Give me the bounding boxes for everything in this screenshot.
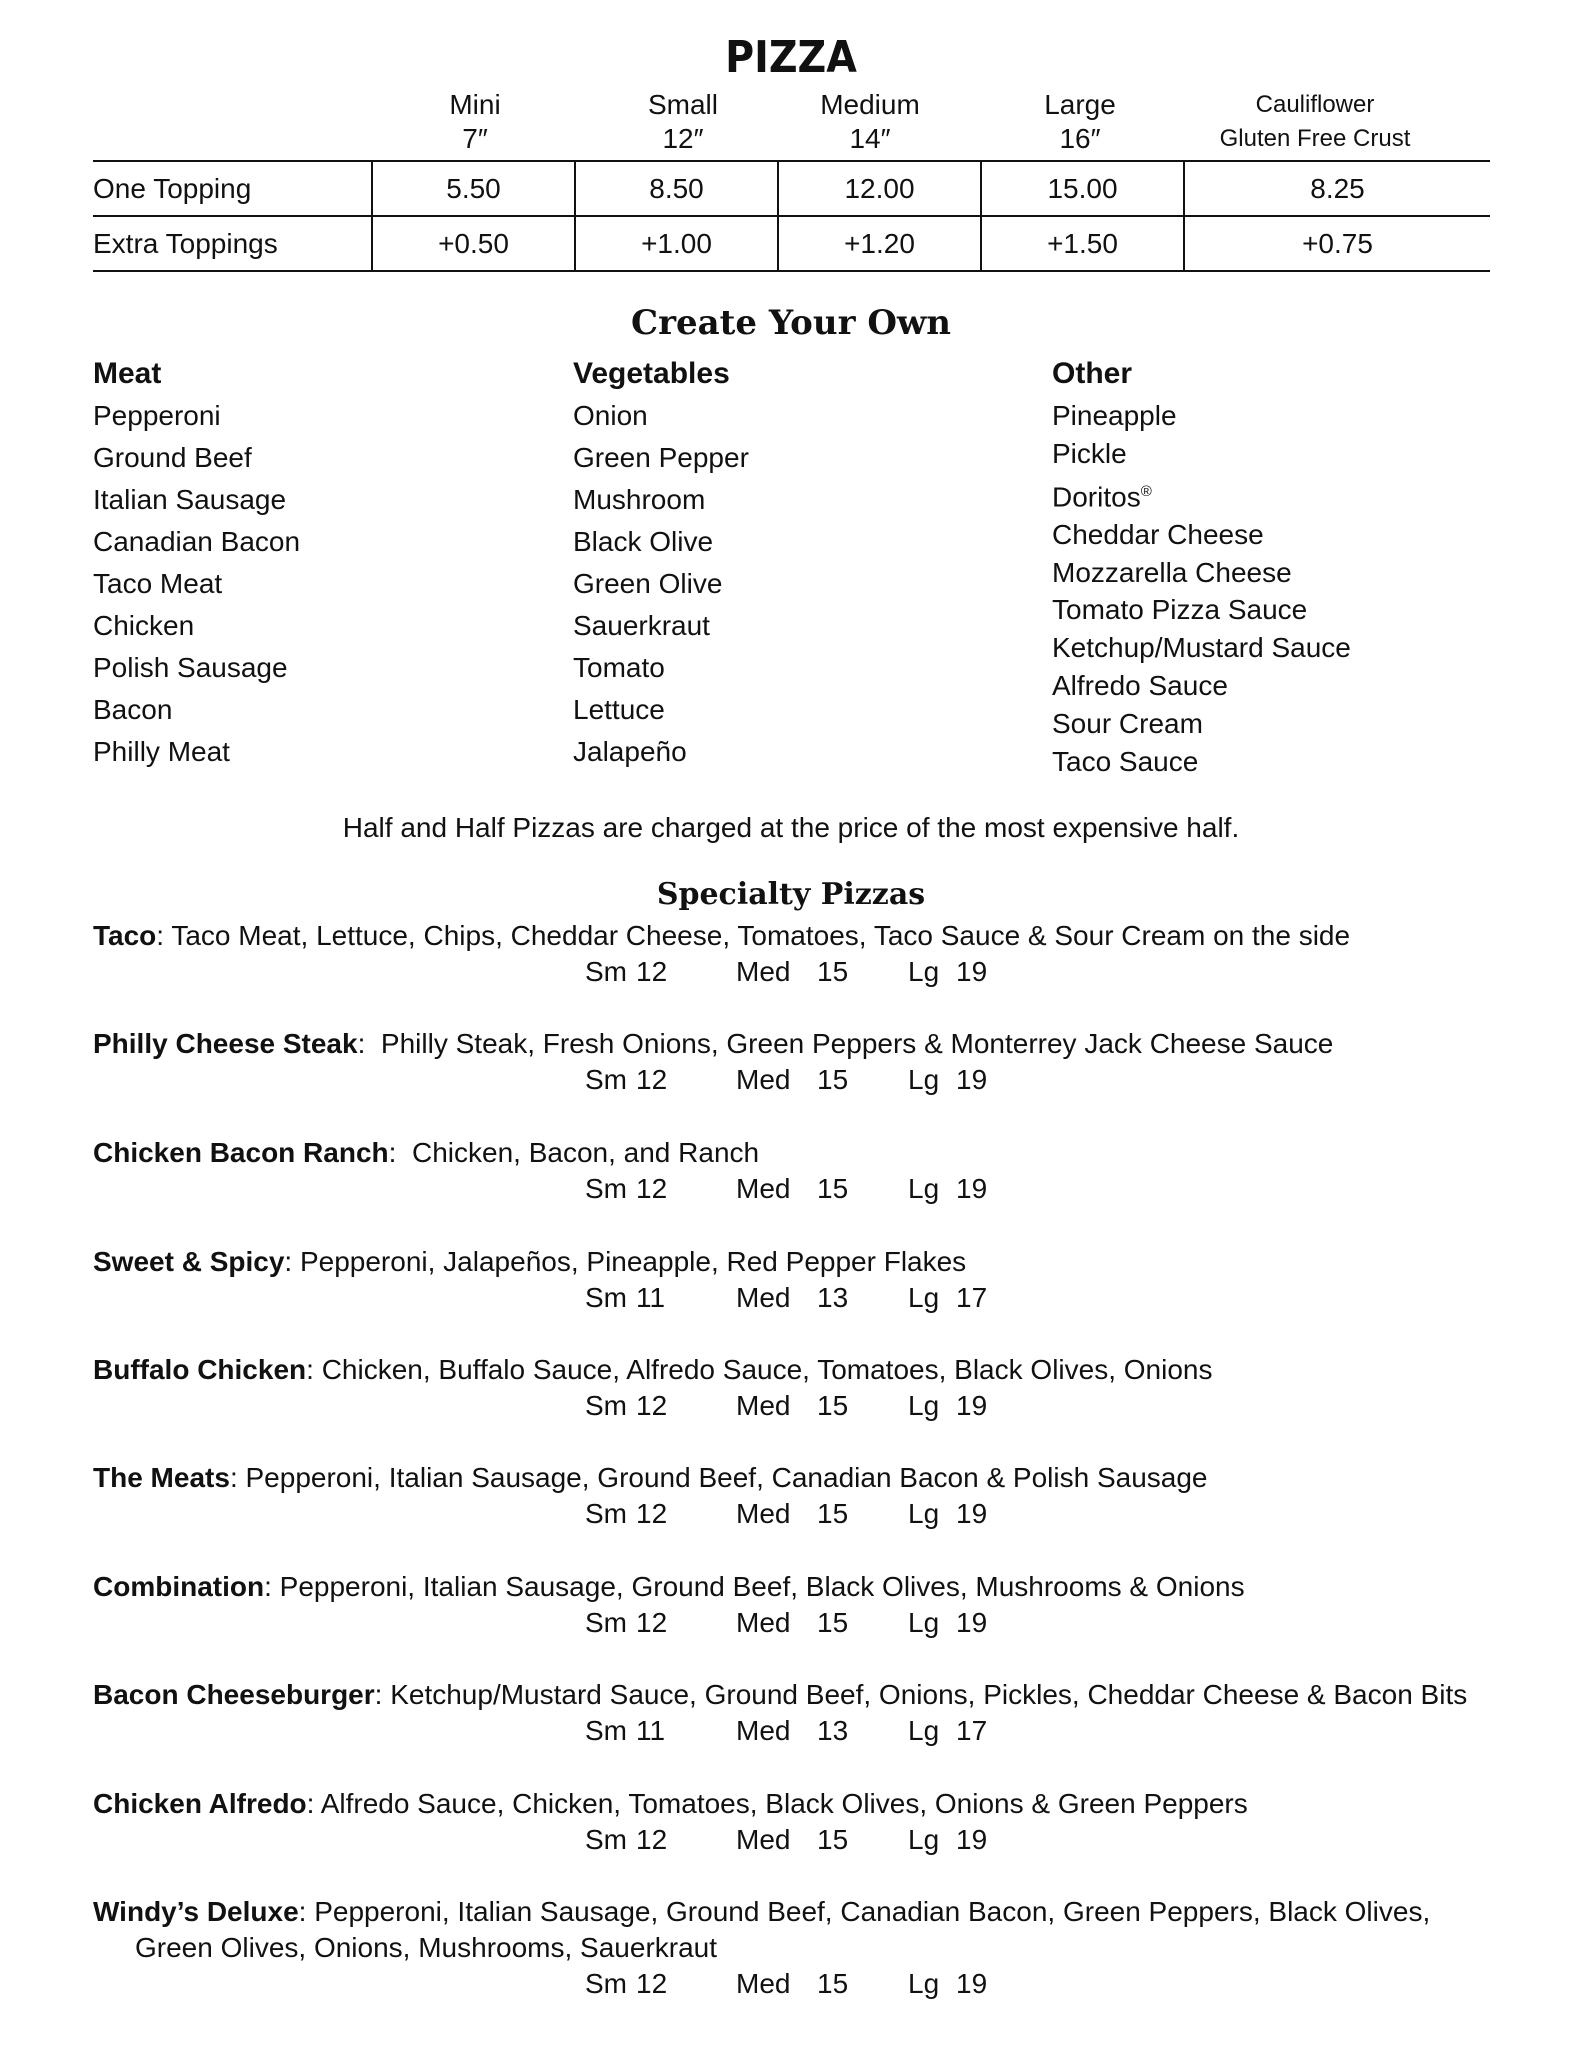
pizza-toppings: Pepperoni, Italian Sausage, Ground Beef, Black Olives, Mushrooms & Onions — [279, 1571, 1245, 1602]
specialty-pizza-item — [93, 1569, 1513, 1641]
size-label-sm: Sm — [585, 1715, 627, 1746]
price-sm: 12 — [636, 1498, 668, 1529]
size-name: Mini — [449, 89, 501, 120]
price-sm: 12 — [636, 1173, 668, 1204]
price-med: 15 — [817, 1498, 849, 1529]
price-lg: 19 — [956, 1607, 988, 1638]
price-cell: 15.00 — [981, 161, 1184, 216]
size-label-lg: Lg — [908, 1607, 940, 1638]
size-label-med: Med — [736, 1968, 791, 1999]
price-cell: +0.50 — [372, 216, 575, 271]
pizza-separator: : — [374, 1679, 391, 1710]
pizza-prices — [93, 1062, 1513, 1098]
pizza-separator: : — [306, 1354, 322, 1385]
specialty-pizza-item — [93, 1352, 1513, 1424]
price-sm: 11 — [636, 1282, 666, 1313]
pizza-name: Chicken Alfredo — [93, 1788, 307, 1819]
size-label-sm: Sm — [585, 1968, 627, 1999]
pizza-toppings: Philly Steak, Fresh Onions, Green Peppers & Monterrey Jack Cheese Sauce — [380, 1028, 1334, 1059]
size-label-med: Med — [736, 1607, 791, 1638]
pizza-separator: : — [229, 1462, 246, 1493]
pizza-separator: : — [156, 920, 172, 951]
table-row — [93, 216, 1490, 271]
list-item: Taco Meat — [93, 568, 223, 599]
price-table — [93, 160, 1490, 272]
pizza-prices — [93, 1496, 1513, 1532]
other-column — [1052, 355, 1532, 780]
pizza-toppings: Pepperoni, Jalapeños, Pineapple, Red Pepper Flakes — [299, 1246, 967, 1277]
pizza-name: Taco — [93, 920, 157, 951]
pizza-prices — [93, 1713, 1513, 1749]
size-label-sm: Sm — [585, 956, 627, 987]
pizza-separator: : — [357, 1028, 381, 1059]
list-item: Mozzarella Cheese — [1052, 556, 1292, 588]
price-cell: 5.50 — [372, 161, 575, 216]
pizza-name: The Meats — [93, 1462, 230, 1493]
price-med: 15 — [817, 1607, 849, 1638]
price-sm: 12 — [636, 1607, 668, 1638]
price-med: 13 — [817, 1282, 849, 1313]
size-header-large — [1000, 88, 1160, 156]
price-sm: 12 — [636, 1064, 668, 1095]
size-detail: 7″ — [462, 123, 488, 154]
size-label-lg: Lg — [908, 956, 940, 987]
list-item: Bacon — [93, 694, 173, 725]
size-header-mini — [395, 88, 555, 156]
pizza-toppings: Pepperoni, Italian Sausage, Ground Beef, Canadian Bacon, Green Peppers, Black Olives, — [314, 1896, 1431, 1927]
price-med: 15 — [817, 1173, 849, 1204]
list-item: Philly Meat — [93, 736, 230, 767]
price-med: 15 — [817, 1064, 849, 1095]
pizza-name: Bacon Cheeseburger — [93, 1679, 375, 1710]
list-item: Pepperoni — [93, 400, 221, 431]
price-sm: 12 — [636, 1968, 668, 1999]
size-label-med: Med — [736, 1715, 791, 1746]
price-sm: 12 — [636, 956, 668, 987]
pizza-toppings: Chicken, Buffalo Sauce, Alfredo Sauce, Tomatoes, Black Olives, Onions — [321, 1354, 1213, 1385]
price-lg: 19 — [956, 1498, 988, 1529]
pizza-name: Chicken Bacon Ranch — [93, 1137, 389, 1168]
list-item: Pickle — [1052, 437, 1127, 469]
size-label-sm: Sm — [585, 1607, 627, 1638]
pizza-separator: : — [388, 1137, 412, 1168]
size-label-lg: Lg — [908, 1173, 940, 1204]
pizza-prices — [93, 1280, 1513, 1316]
pizza-toppings: Taco Meat, Lettuce, Chips, Cheddar Cheese, Tomatoes, Taco Sauce & Sour Cream on the side — [171, 920, 1351, 951]
size-label-lg: Lg — [908, 1968, 940, 1999]
pizza-toppings: Chicken, Bacon, and Ranch — [411, 1137, 760, 1168]
other-heading: Other — [1052, 357, 1133, 390]
price-lg: 17 — [956, 1282, 988, 1313]
pizza-description-line — [93, 1569, 1513, 1605]
half-and-half-note: Half and Half Pizzas are charged at the price of the most expensive half. — [342, 812, 1240, 843]
price-lg: 17 — [956, 1715, 988, 1746]
list-item: Sour Cream — [1052, 707, 1203, 739]
size-label-med: Med — [736, 1173, 791, 1204]
size-name: Medium — [820, 89, 920, 120]
pizza-description-line — [93, 1352, 1513, 1388]
size-label-med: Med — [736, 1282, 791, 1313]
pizza-description-line — [93, 1244, 1513, 1280]
size-label-lg: Lg — [908, 1282, 940, 1313]
price-cell: +1.50 — [981, 216, 1184, 271]
pizza-separator: : — [284, 1246, 300, 1277]
specialty-pizza-item — [93, 1135, 1513, 1207]
pizza-separator: : — [264, 1571, 280, 1602]
size-label-med: Med — [736, 1498, 791, 1529]
pizza-description-line — [93, 1894, 1513, 1930]
size-label-sm: Sm — [585, 1390, 627, 1421]
list-item: Cheddar Cheese — [1052, 518, 1264, 550]
size-label-med: Med — [736, 1064, 791, 1095]
size-label-sm: Sm — [585, 1498, 627, 1529]
list-item: Italian Sausage — [93, 484, 287, 515]
pizza-description-line — [93, 1786, 1513, 1822]
size-label-lg: Lg — [908, 1064, 940, 1095]
size-detail: 12″ — [662, 123, 704, 154]
size-label-med: Med — [736, 1390, 791, 1421]
list-item: Chicken — [93, 610, 195, 641]
list-item: Alfredo Sauce — [1052, 669, 1228, 701]
size-label-sm: Sm — [585, 1173, 627, 1204]
pizza-toppings: Alfredo Sauce, Chicken, Tomatoes, Black Olives, Onions & Green Peppers — [320, 1788, 1248, 1819]
specialty-pizza-item — [93, 1460, 1513, 1532]
list-item: Polish Sausage — [93, 652, 288, 683]
size-label-sm: Sm — [585, 1282, 627, 1313]
list-item: Mushroom — [573, 484, 706, 515]
size-label-lg: Lg — [908, 1715, 940, 1746]
price-sm: 11 — [636, 1715, 666, 1746]
row-label: Extra Toppings — [93, 216, 372, 271]
pizza-separator: : — [306, 1788, 321, 1819]
list-item: Canadian Bacon — [93, 526, 301, 557]
size-label-lg: Lg — [908, 1498, 940, 1529]
price-lg: 19 — [956, 1968, 988, 1999]
size-header-medium — [790, 88, 950, 156]
meat-column — [93, 353, 533, 773]
price-sm: 12 — [636, 1390, 668, 1421]
meat-heading: Meat — [93, 357, 162, 390]
table-row — [93, 161, 1490, 216]
list-item: Pineapple — [1052, 400, 1177, 431]
size-name: Large — [1044, 89, 1116, 120]
pizza-description-line — [93, 1677, 1513, 1713]
list-item: Green Pepper — [573, 442, 749, 473]
price-med: 15 — [817, 1824, 849, 1855]
list-item: Lettuce — [573, 694, 665, 725]
size-name: Cauliflower — [1255, 91, 1375, 118]
price-lg: 19 — [956, 1824, 988, 1855]
price-cell: +1.20 — [778, 216, 981, 271]
list-item: Sauerkraut — [573, 610, 710, 641]
specialty-pizza-item — [93, 1677, 1513, 1749]
list-item: Tomato — [573, 652, 665, 683]
size-label-lg: Lg — [908, 1390, 940, 1421]
price-cell: 8.50 — [575, 161, 778, 216]
specialty-title: Specialty Pizzas — [656, 877, 926, 912]
specialty-pizza-item — [93, 1026, 1513, 1098]
page-title: PIZZA — [725, 32, 857, 83]
list-item: Ketchup/Mustard Sauce — [1052, 632, 1351, 664]
pizza-name: Sweet & Spicy — [93, 1246, 285, 1277]
list-item: Jalapeño — [573, 736, 687, 767]
price-med: 15 — [817, 1968, 849, 1999]
list-item: Black Olive — [573, 526, 714, 557]
size-detail: Gluten Free Crust — [1219, 125, 1411, 152]
vegetables-heading: Vegetables — [573, 357, 730, 390]
size-label-med: Med — [736, 1824, 791, 1855]
pizza-description-line — [93, 1135, 1513, 1171]
price-lg: 19 — [956, 1390, 988, 1421]
price-cell: 8.25 — [1184, 161, 1490, 216]
list-item: Onion — [573, 400, 648, 431]
size-name: Small — [647, 89, 718, 120]
pizza-prices — [93, 954, 1513, 990]
price-med: 15 — [817, 956, 849, 987]
price-med: 13 — [817, 1715, 849, 1746]
pizza-prices — [93, 1605, 1513, 1641]
pizza-toppings: Ketchup/Mustard Sauce, Ground Beef, Onions, Pickles, Cheddar Cheese & Bacon Bits — [390, 1679, 1468, 1710]
vegetables-column — [573, 353, 1013, 773]
pizza-description-line — [93, 1026, 1513, 1062]
size-header-small — [603, 88, 763, 156]
list-item: Taco Sauce — [1052, 745, 1199, 777]
doritos-label: Doritos — [1052, 480, 1141, 512]
pizza-separator: : — [298, 1896, 315, 1927]
list-item: Ground Beef — [93, 442, 252, 473]
price-cell: 12.00 — [778, 161, 981, 216]
size-header-cauliflower — [1190, 88, 1440, 156]
pizza-toppings: Pepperoni, Italian Sausage, Ground Beef, Canadian Bacon & Polish Sausage — [245, 1462, 1208, 1493]
list-item — [1052, 473, 1532, 516]
pizza-description-line — [93, 918, 1513, 954]
row-label: One Topping — [93, 161, 372, 216]
pizza-prices — [93, 1822, 1513, 1858]
registered-mark: ® — [1140, 482, 1152, 500]
price-sm: 12 — [636, 1824, 668, 1855]
size-label-sm: Sm — [585, 1064, 627, 1095]
price-cell: +1.00 — [575, 216, 778, 271]
pizza-description-line — [93, 1460, 1513, 1496]
size-label-lg: Lg — [908, 1824, 940, 1855]
pizza-prices — [93, 1388, 1513, 1424]
pizza-name: Combination — [93, 1571, 265, 1602]
pizza-name: Buffalo Chicken — [93, 1354, 307, 1385]
specialty-pizza-item — [93, 1786, 1513, 1858]
size-detail: 14″ — [849, 123, 891, 154]
size-detail: 16″ — [1059, 123, 1101, 154]
pizza-toppings-continued: Green Olives, Onions, Mushrooms, Sauerkraut — [135, 1932, 718, 1963]
pizza-name: Windy’s Deluxe — [93, 1896, 299, 1927]
pizza-prices — [93, 1171, 1513, 1207]
specialty-pizza-item — [93, 918, 1513, 990]
pizza-prices — [93, 1966, 1513, 2002]
price-cell: +0.75 — [1184, 216, 1490, 271]
size-label-med: Med — [736, 956, 791, 987]
price-lg: 19 — [956, 1064, 988, 1095]
pizza-name: Philly Cheese Steak — [93, 1028, 358, 1059]
list-item: Tomato Pizza Sauce — [1052, 594, 1308, 626]
size-label-sm: Sm — [585, 1824, 627, 1855]
list-item: Green Olive — [573, 568, 723, 599]
specialty-pizza-item — [93, 1894, 1513, 2002]
price-lg: 19 — [956, 956, 988, 987]
specialty-pizza-item — [93, 1244, 1513, 1316]
price-lg: 19 — [956, 1173, 988, 1204]
price-med: 15 — [817, 1390, 849, 1421]
create-your-own-title: Create Your Own — [631, 303, 951, 343]
